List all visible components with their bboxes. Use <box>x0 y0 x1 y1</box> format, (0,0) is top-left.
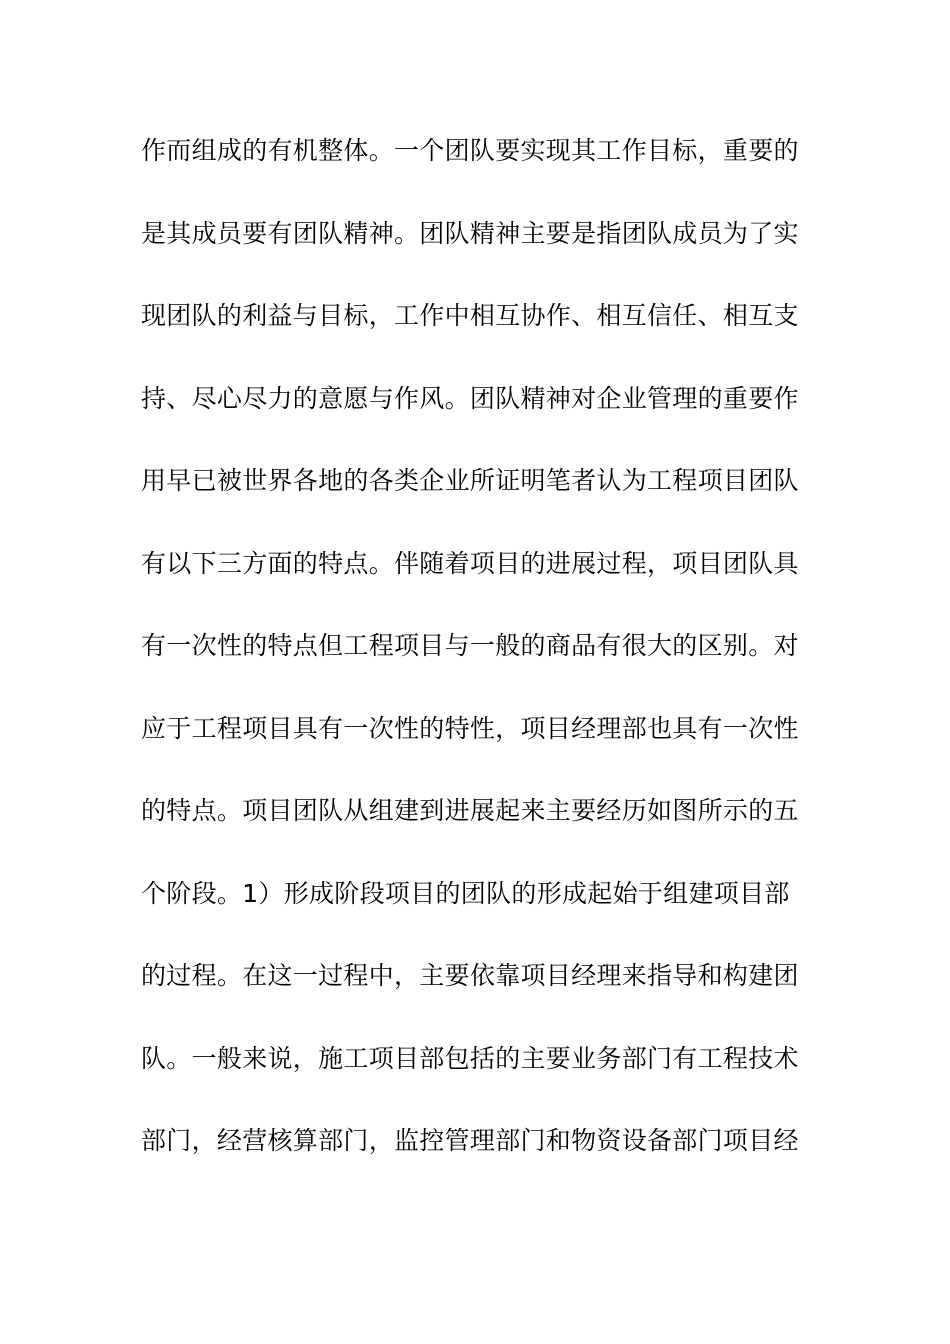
text-line: 现团队的利益与目标，工作中相互协作、相互信任、相互支 <box>141 301 799 330</box>
text-line: 用早已被世界各地的各类企业所证明笔者认为工程项目团队 <box>141 466 799 495</box>
text-line: 队。一般来说，施工项目部包括的主要业务部门有工程技术 <box>141 1043 799 1073</box>
text-line: 的特点。项目团队从组建到进展起来主要经历如图所示的五 <box>141 796 799 825</box>
text-line: 持、尽心尽力的意愿与作风。团队精神对企业管理的重要作 <box>141 383 799 413</box>
text-line: 应于工程项目具有一次性的特性，项目经理部也具有一次性 <box>141 713 799 743</box>
text-line: 是其成员要有团队精神。团队精神主要是指团队成员为了实 <box>141 218 799 248</box>
text-line: 部门，经营核算部门，监控管理部门和物资设备部门项目经 <box>141 1126 799 1155</box>
text-line: 作而组成的有机整体。一个团队要实现其工作目标，重要的 <box>141 136 799 165</box>
text-line: 个阶段。1）形成阶段项目的团队的形成起始于组建项目部 <box>141 878 790 908</box>
text-line: 有一次性的特点但工程项目与一般的商品有很大的区别。对 <box>141 631 799 660</box>
text-line: 有以下三方面的特点。伴随着项目的进展过程，项目团队具 <box>141 548 799 578</box>
text-line: 的过程。在这一过程中，主要依靠项目经理来指导和构建团 <box>141 961 799 990</box>
body-text <box>141 126 821 1199</box>
